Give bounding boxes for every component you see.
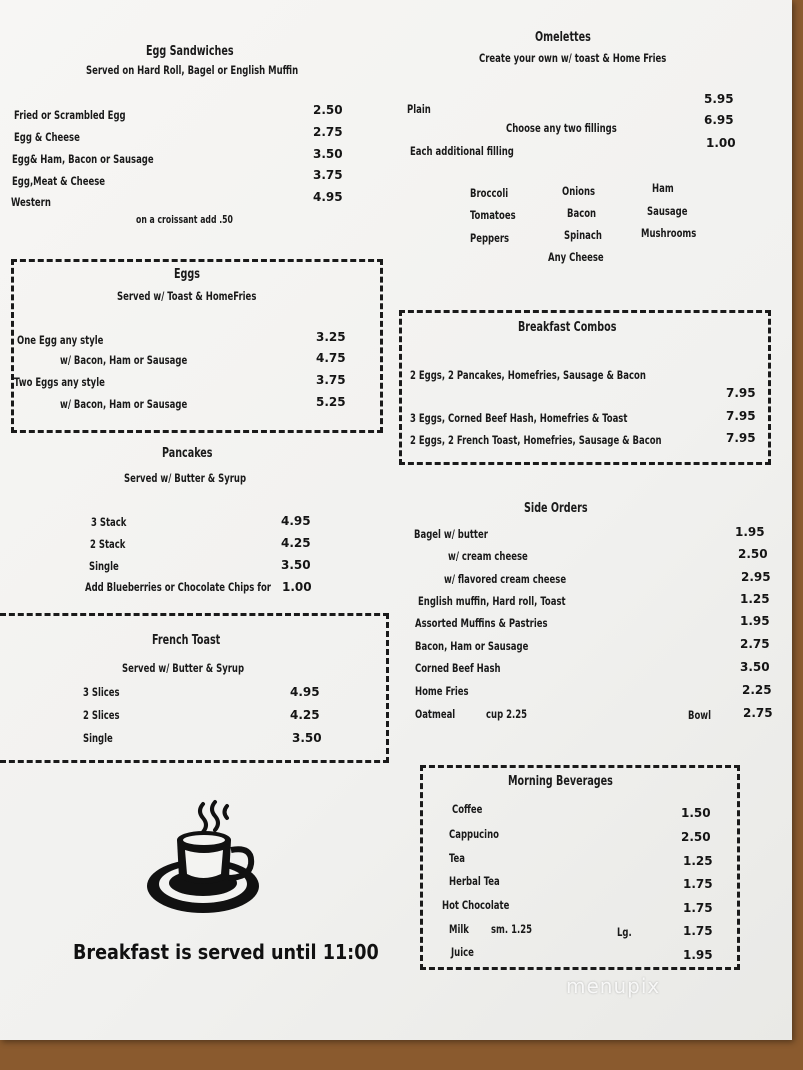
french-toast-title: French Toast xyxy=(152,633,221,648)
eggs-title: Eggs xyxy=(174,267,200,282)
milk-small: sm. 1.25 xyxy=(491,922,532,936)
pancakes-price: 1.00 xyxy=(282,580,312,594)
pancakes-item: 2 Stack xyxy=(90,537,126,551)
oatmeal-cup: cup 2.25 xyxy=(486,707,528,721)
juice-item: Juice xyxy=(451,945,474,959)
filling-option: Sausage xyxy=(647,204,688,218)
beverage-item: Tea xyxy=(449,851,466,865)
eggs-price: 3.75 xyxy=(316,373,346,387)
french-toast-item: Single xyxy=(83,731,113,745)
eggs-subtitle: Served w/ Toast & HomeFries xyxy=(117,289,257,303)
omelette-price: 5.95 xyxy=(704,92,734,106)
french-toast-price: 3.50 xyxy=(292,731,322,745)
milk-item: Milk xyxy=(449,922,469,936)
beverage-item: Hot Chocolate xyxy=(442,898,510,912)
side-price: 1.95 xyxy=(740,614,770,628)
combo-item: 2 Eggs, 2 French Toast, Homefries, Sausage & Bacon xyxy=(410,433,662,447)
beverage-price: 1.75 xyxy=(683,901,713,915)
oatmeal-bowl-price: 2.75 xyxy=(743,706,773,720)
side-item: w/ flavored cream cheese xyxy=(444,572,567,586)
side-price: 1.95 xyxy=(735,525,765,539)
juice-price: 1.95 xyxy=(683,948,713,962)
beverage-price: 1.75 xyxy=(683,877,713,891)
pancakes-item: Add Blueberries or Chocolate Chips for xyxy=(85,580,271,594)
pancakes-subtitle: Served w/ Butter & Syrup xyxy=(124,471,247,485)
eggs-item: One Egg any style xyxy=(17,333,104,347)
side-price: 2.25 xyxy=(742,683,772,697)
eggs-price: 3.25 xyxy=(316,330,346,344)
egg-sandwich-item: Egg,Meat & Cheese xyxy=(12,174,106,188)
pancakes-price: 4.95 xyxy=(281,514,311,528)
eggs-price: 4.75 xyxy=(316,351,346,365)
coffee-cup-icon xyxy=(145,798,265,923)
side-item: Bagel w/ butter xyxy=(414,527,488,541)
omelettes-title: Omelettes xyxy=(535,30,591,45)
side-item: Home Fries xyxy=(415,684,469,698)
pancakes-price: 3.50 xyxy=(281,558,311,572)
combo-price: 7.95 xyxy=(726,386,756,400)
eggs-price: 5.25 xyxy=(316,395,346,409)
pancakes-title: Pancakes xyxy=(162,446,213,461)
side-item: Corned Beef Hash xyxy=(415,661,501,675)
french-toast-item: 2 Slices xyxy=(83,708,120,722)
filling-option: Peppers xyxy=(470,231,510,245)
pancakes-item: 3 Stack xyxy=(91,515,127,529)
filling-option: Tomatoes xyxy=(470,208,516,222)
filling-option: Spinach xyxy=(564,228,602,242)
filling-option: Bacon xyxy=(567,206,597,220)
milk-large-price: 1.75 xyxy=(683,924,713,938)
beverage-price: 1.50 xyxy=(681,806,711,820)
french-toast-price: 4.25 xyxy=(290,708,320,722)
egg-sandwich-price: 2.50 xyxy=(313,103,343,117)
beverages-title: Morning Beverages xyxy=(508,774,613,789)
filling-option: Mushrooms xyxy=(641,226,697,240)
beverage-item: Cappucino xyxy=(449,827,499,841)
egg-sandwich-price: 3.50 xyxy=(313,147,343,161)
milk-large-label: Lg. xyxy=(617,925,632,939)
side-price: 2.50 xyxy=(738,547,768,561)
side-price: 2.75 xyxy=(740,637,770,651)
combo-price: 7.95 xyxy=(726,431,756,445)
egg-sandwich-item: Fried or Scrambled Egg xyxy=(14,108,126,122)
egg-sandwich-item: Western xyxy=(11,195,51,209)
combos-title: Breakfast Combos xyxy=(518,320,617,335)
combo-item: 3 Eggs, Corned Beef Hash, Homefries & Toast xyxy=(410,411,628,425)
oatmeal-item: Oatmeal xyxy=(415,707,456,721)
egg-sandwiches-subtitle: Served on Hard Roll, Bagel or English Muffin xyxy=(86,63,299,77)
omelettes-subtitle: Create your own w/ toast & Home Fries xyxy=(479,51,667,65)
egg-sandwich-price: 3.75 xyxy=(313,168,343,182)
egg-sandwich-price: 2.75 xyxy=(313,125,343,139)
french-toast-item: 3 Slices xyxy=(83,685,120,699)
side-price: 3.50 xyxy=(740,660,770,674)
egg-sandwiches-title: Egg Sandwiches xyxy=(146,44,234,59)
side-item: Bacon, Ham or Sausage xyxy=(415,639,529,653)
filling-option: Ham xyxy=(652,181,674,195)
egg-sandwich-price: 4.95 xyxy=(313,190,343,204)
french-toast-subtitle: Served w/ Butter & Syrup xyxy=(122,661,245,675)
eggs-item: w/ Bacon, Ham or Sausage xyxy=(60,397,188,411)
pancakes-item: Single xyxy=(89,559,119,573)
filling-option: Onions xyxy=(562,184,596,198)
french-toast-price: 4.95 xyxy=(290,685,320,699)
omelette-item: Each additional filling xyxy=(410,144,514,158)
beverage-item: Herbal Tea xyxy=(449,874,500,888)
breakfast-hours-note: Breakfast is served until 11:00 xyxy=(73,940,379,964)
watermark: menupix xyxy=(566,974,661,998)
egg-sandwich-item: Egg& Ham, Bacon or Sausage xyxy=(12,152,154,166)
oatmeal-bowl-label: Bowl xyxy=(688,708,712,722)
combo-price: 7.95 xyxy=(726,409,756,423)
filling-option: Broccoli xyxy=(470,186,509,200)
beverage-price: 1.25 xyxy=(683,854,713,868)
side-price: 2.95 xyxy=(741,570,771,584)
side-item: w/ cream cheese xyxy=(448,549,528,563)
egg-sandwich-item: Egg & Cheese xyxy=(14,130,80,144)
combo-item: 2 Eggs, 2 Pancakes, Homefries, Sausage & Bacon xyxy=(410,368,646,382)
omelette-price: 6.95 xyxy=(704,113,734,127)
omelette-item: Plain xyxy=(407,102,431,116)
omelette-item: Choose any two fillings xyxy=(506,121,617,135)
omelette-price: 1.00 xyxy=(706,136,736,150)
side-item: Assorted Muffins & Pastries xyxy=(415,616,548,630)
side-item: English muffin, Hard roll, Toast xyxy=(418,594,566,608)
beverage-price: 2.50 xyxy=(681,830,711,844)
beverage-item: Coffee xyxy=(452,802,483,816)
pancakes-price: 4.25 xyxy=(281,536,311,550)
eggs-item: Two Eggs any style xyxy=(14,375,105,389)
eggs-item: w/ Bacon, Ham or Sausage xyxy=(60,353,188,367)
side-price: 1.25 xyxy=(740,592,770,606)
filling-option: Any Cheese xyxy=(548,250,604,264)
croissant-note: on a croissant add .50 xyxy=(136,214,233,226)
sides-title: Side Orders xyxy=(524,501,588,516)
